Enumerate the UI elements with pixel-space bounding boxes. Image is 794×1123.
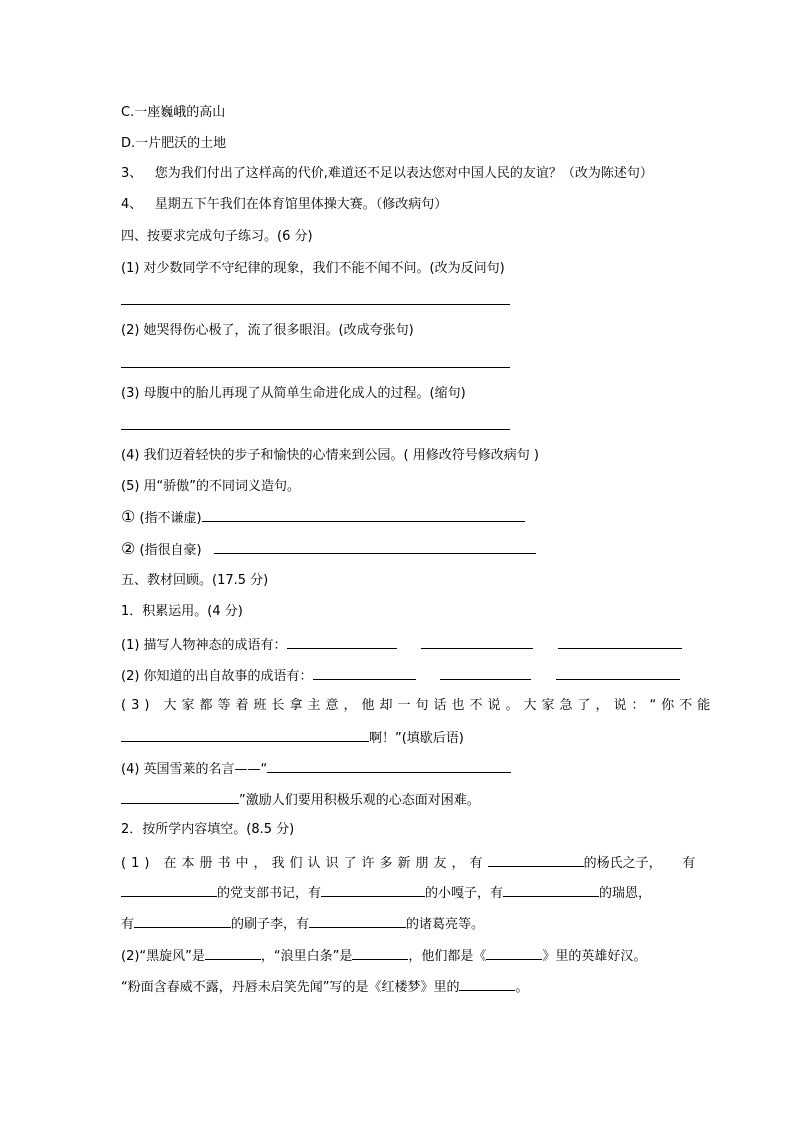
part-1-item-4-text: (4) 英国雪莱的名言——“ [121, 762, 268, 777]
part-1-item-3-line-2 [121, 728, 464, 748]
part-2-heading: 2．按所学内容填空。(8.5 分) [121, 822, 295, 837]
part-1-item-3-suffix: 啊！”(填歇后语) [369, 731, 464, 746]
blank-field[interactable] [486, 946, 542, 960]
section-4-item-3: (3) 母腹中的胎儿再现了从简单生命进化成人的过程。(缩句) [121, 386, 466, 401]
blank-field[interactable] [352, 946, 408, 960]
sub-question-2-text: (指很自豪) [139, 543, 202, 558]
blank-field[interactable] [134, 914, 231, 928]
part-2-line-4-d: 》里的英雄好汉。 [542, 949, 647, 964]
blank-field[interactable] [214, 540, 536, 554]
part-2-line-1-text: (1) 在本册书中，我们认识了许多新朋友，有 [121, 856, 488, 871]
part-2-line-5-a: “粉面含春威不露，丹唇未启笑先闻”写的是《红楼梦》里的 [121, 980, 460, 995]
blank-field[interactable] [421, 635, 533, 649]
blank-field[interactable] [321, 883, 425, 897]
sub-question-1 [121, 508, 525, 528]
part-2-line-3-a: 有 [121, 917, 135, 932]
part-1-item-3-line-1: (3) 大家都等着班长拿主意，他却一句话也不说。大家急了，说：“你不能 [121, 698, 716, 713]
blank-field[interactable] [558, 635, 682, 649]
part-1-item-1-text: (1) 描写人物神态的成语有： [121, 638, 287, 653]
answer-line[interactable] [121, 367, 510, 368]
answer-line[interactable] [121, 304, 510, 305]
section-5-heading: 五、教材回顾。(17.5 分) [121, 573, 269, 588]
part-1-item-4-line-2 [121, 790, 480, 810]
blank-field[interactable] [121, 790, 239, 804]
blank-field[interactable] [556, 666, 680, 680]
section-4-heading: 四、按要求完成句子练习。(6 分) [121, 229, 313, 244]
part-1-item-4-line-1 [121, 759, 511, 779]
blank-field[interactable] [503, 883, 599, 897]
blank-field[interactable] [121, 728, 369, 742]
part-2-line-3 [121, 914, 484, 934]
part-2-line-2-c: 的瑞恩， [599, 886, 652, 901]
section-4-item-2: (2) 她哭得伤心极了，流了很多眼泪。(改成夸张句) [121, 323, 414, 338]
part-2-line-3-c: 的诸葛亮等。 [406, 917, 485, 932]
part-2-line-2-a: 的党支部书记，有 [217, 886, 322, 901]
section-4-item-4: (4) 我们迈着轻快的步子和愉快的心情来到公园。( 用修改符号修改病句 ) [121, 448, 539, 463]
blank-field[interactable] [440, 666, 531, 680]
part-1-item-2 [121, 666, 680, 686]
blank-field[interactable] [309, 914, 406, 928]
question-4-text: 星期五下午我们在体育馆里体操大赛。（修改病句） [154, 197, 448, 212]
blank-field[interactable] [202, 508, 525, 522]
blank-field[interactable] [313, 666, 416, 680]
option-d: D.一片肥沃的土地 [121, 136, 227, 151]
part-2-line-3-b: 的刷子李，有 [231, 917, 310, 932]
blank-field[interactable] [459, 977, 515, 991]
part-2-line-4-b: ，“浪里白条”是 [260, 949, 353, 964]
part-2-line-5 [121, 977, 529, 997]
blank-field[interactable] [287, 635, 397, 649]
part-2-line-1 [121, 853, 695, 873]
section-4-item-1: (1) 对少数同学不守纪律的现象，我们不能不闻不问。(改为反问句) [121, 261, 505, 276]
answer-line[interactable] [121, 429, 510, 430]
blank-field[interactable] [121, 883, 217, 897]
option-c: C.一座巍峨的高山 [121, 105, 226, 120]
sub-question-1-text: (指不谦虚) [139, 511, 202, 526]
part-2-line-4-c: ，他们都是《 [408, 949, 487, 964]
blank-field[interactable] [267, 759, 511, 773]
sub-question-2 [121, 540, 536, 560]
question-4 [121, 196, 447, 214]
part-1-item-2-text: (2) 你知道的出自故事的成语有： [121, 669, 313, 684]
part-2-line-1-mid: 的杨氏之子， [583, 856, 662, 871]
part-2-line-5-b: 。 [515, 980, 529, 995]
question-3-number: 3、 [121, 166, 143, 181]
part-2-line-2-b: 的小嘎子，有 [425, 886, 504, 901]
question-3-text: 您为我们付出了这样高的代价,难道还不足以表达您对中国人民的友谊？（改为陈述句） [154, 166, 653, 181]
blank-field[interactable] [205, 946, 261, 960]
circled-one-marker: ① [121, 507, 136, 526]
part-2-line-4 [121, 946, 646, 966]
part-1-item-4-suffix: ”激励人们要用积极乐观的心态面对困难。 [239, 793, 480, 808]
section-4-item-5: (5) 用“骄傲”的不同词义造句。 [121, 479, 301, 494]
part-1-item-1 [121, 635, 682, 655]
part-1-heading: 1．积累运用。(4 分) [121, 604, 243, 619]
part-2-line-1-end: 有 [682, 856, 696, 871]
question-4-number: 4、 [121, 197, 143, 212]
part-2-line-4-a: (2)“黑旋风”是 [121, 949, 205, 964]
part-2-line-2 [121, 883, 651, 903]
blank-field[interactable] [488, 853, 584, 867]
circled-two-marker: ② [121, 539, 136, 558]
question-3 [121, 165, 653, 183]
